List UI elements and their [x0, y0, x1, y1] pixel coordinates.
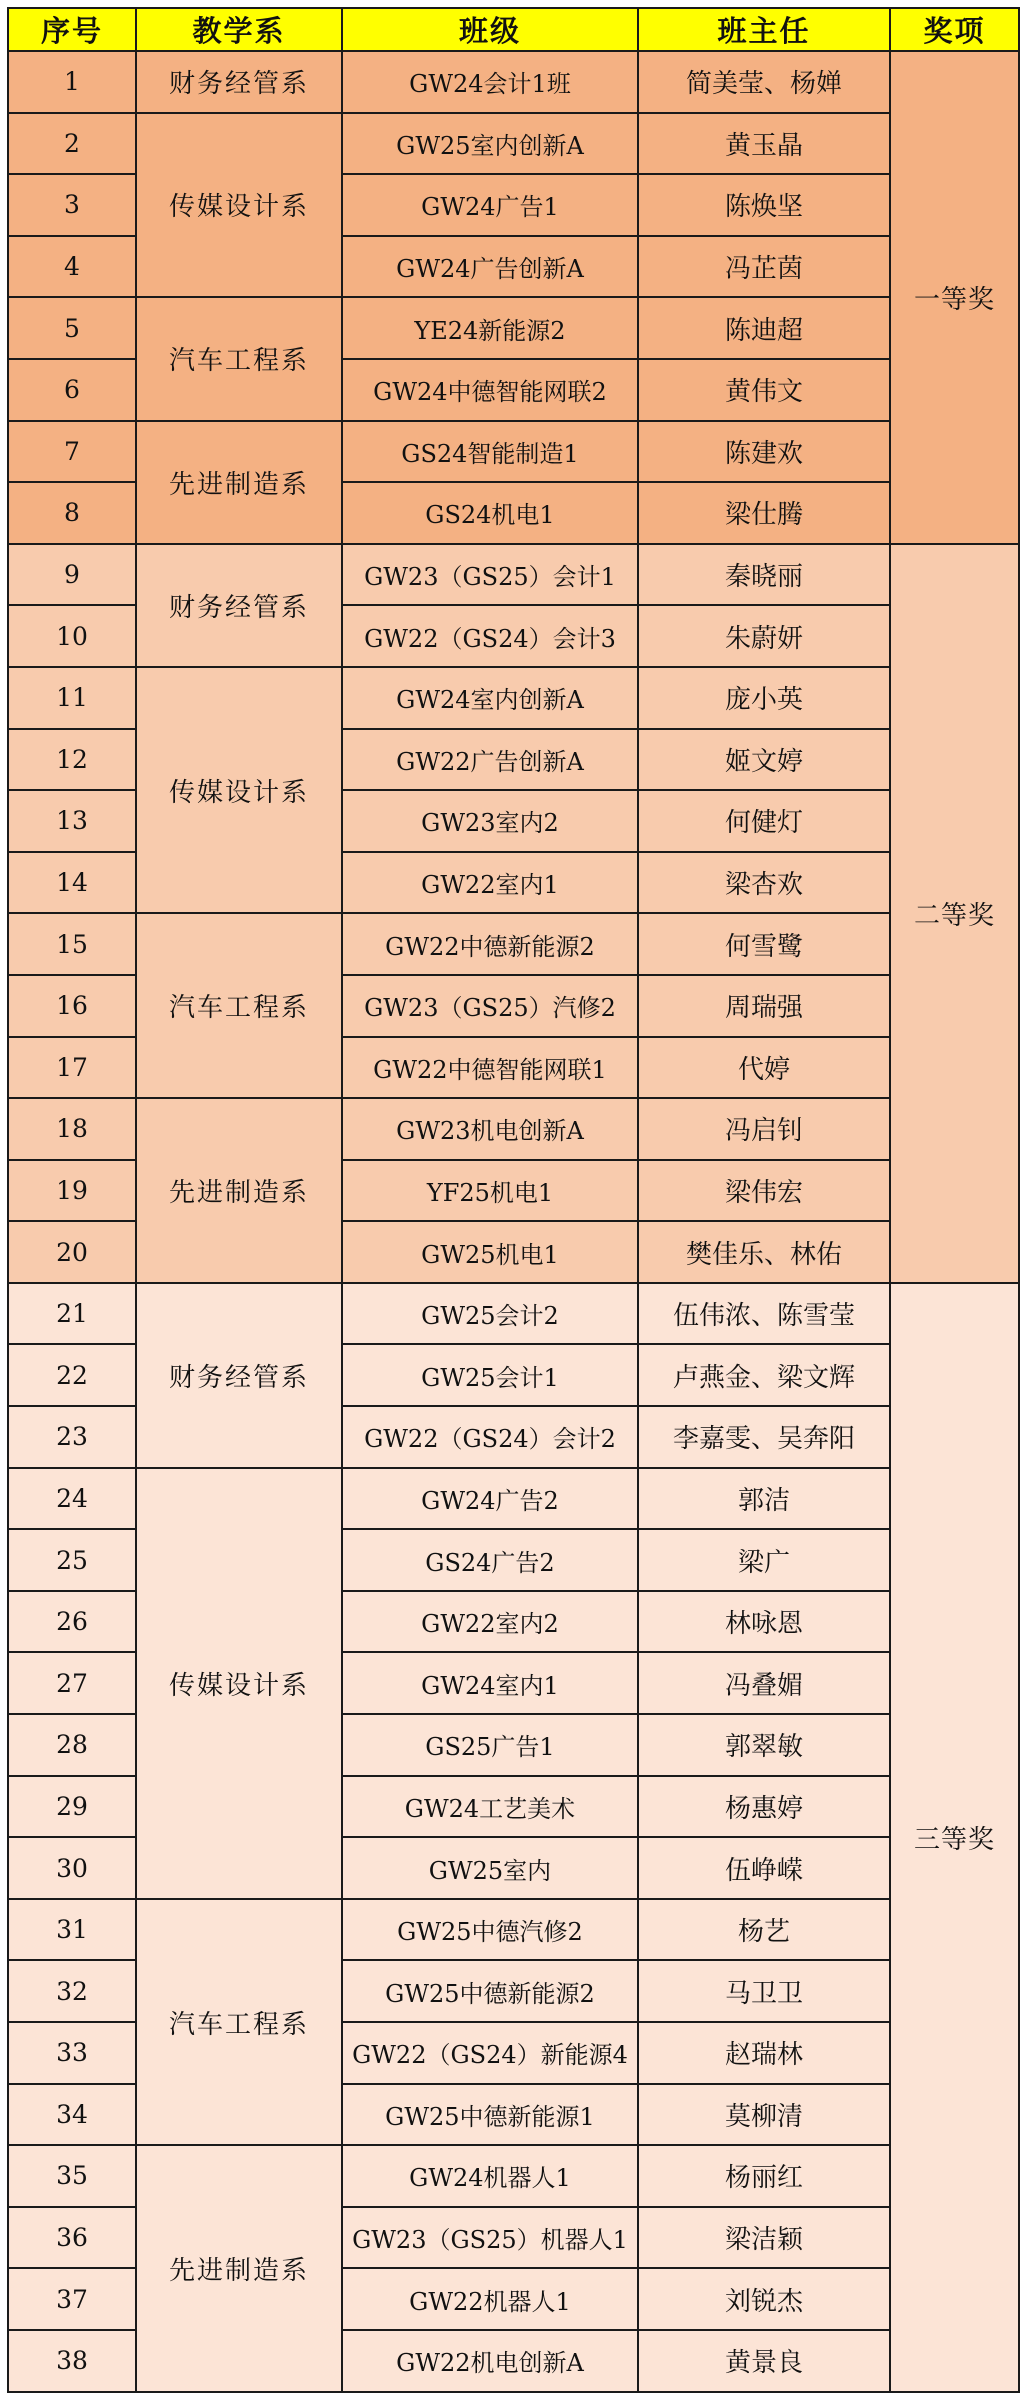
cell-class: GW24中德智能网联2 — [342, 359, 638, 421]
cell-no: 3 — [8, 174, 136, 236]
cell-class: GW24工艺美术 — [342, 1776, 638, 1838]
cell-teacher: 卢燕金、梁文辉 — [638, 1344, 890, 1406]
cell-no: 6 — [8, 359, 136, 421]
cell-teacher: 何健灯 — [638, 790, 890, 852]
cell-dept: 财务经管系 — [136, 544, 342, 667]
cell-teacher: 郭洁 — [638, 1468, 890, 1530]
table-row — [8, 297, 1019, 359]
cell-teacher: 黄伟文 — [638, 359, 890, 421]
cell-class: GW22中德智能网联1 — [342, 1037, 638, 1099]
cell-teacher: 简美莹、杨婵 — [638, 51, 890, 113]
cell-class: GW22室内2 — [342, 1591, 638, 1653]
cell-class: GW25室内创新A — [342, 113, 638, 175]
cell-teacher: 马卫卫 — [638, 1960, 890, 2022]
cell-teacher: 冯叠媚 — [638, 1652, 890, 1714]
award-table — [7, 7, 1020, 2393]
cell-no: 12 — [8, 729, 136, 791]
cell-teacher: 刘锐杰 — [638, 2268, 890, 2330]
cell-no: 28 — [8, 1714, 136, 1776]
cell-dept: 汽车工程系 — [136, 297, 342, 420]
cell-teacher: 梁仕腾 — [638, 482, 890, 544]
cell-dept: 先进制造系 — [136, 2145, 342, 2391]
header-row — [8, 8, 1019, 51]
cell-teacher: 冯芷茵 — [638, 236, 890, 298]
cell-class: GW24室内创新A — [342, 667, 638, 729]
cell-class: GS24广告2 — [342, 1529, 638, 1591]
cell-award: 三等奖 — [890, 1283, 1019, 2392]
cell-class: GW24广告创新A — [342, 236, 638, 298]
cell-award: 二等奖 — [890, 544, 1019, 1283]
cell-no: 31 — [8, 1899, 136, 1961]
cell-no: 37 — [8, 2268, 136, 2330]
cell-teacher: 姬文婷 — [638, 729, 890, 791]
cell-class: GS25广告1 — [342, 1714, 638, 1776]
cell-no: 33 — [8, 2022, 136, 2084]
cell-no: 16 — [8, 975, 136, 1037]
cell-no: 27 — [8, 1652, 136, 1714]
cell-class: GW25会计1 — [342, 1344, 638, 1406]
cell-class: GW24室内1 — [342, 1652, 638, 1714]
header-award: 奖项 — [890, 8, 1019, 51]
cell-no: 1 — [8, 51, 136, 113]
cell-teacher: 周瑞强 — [638, 975, 890, 1037]
cell-teacher: 梁伟宏 — [638, 1160, 890, 1222]
cell-no: 38 — [8, 2330, 136, 2392]
cell-class: GW25会计2 — [342, 1283, 638, 1345]
cell-teacher: 李嘉雯、吴奔阳 — [638, 1406, 890, 1468]
cell-no: 34 — [8, 2084, 136, 2146]
cell-teacher: 赵瑞林 — [638, 2022, 890, 2084]
cell-no: 5 — [8, 297, 136, 359]
table-body — [8, 51, 1019, 2392]
header-no: 序号 — [8, 8, 136, 51]
cell-class: GW23（GS25）机器人1 — [342, 2207, 638, 2269]
header-teacher: 班主任 — [638, 8, 890, 51]
table-row — [8, 667, 1019, 729]
cell-no: 22 — [8, 1344, 136, 1406]
cell-class: GW22机器人1 — [342, 2268, 638, 2330]
cell-teacher: 樊佳乐、林佑 — [638, 1221, 890, 1283]
cell-class: GW22中德新能源2 — [342, 913, 638, 975]
cell-class: GW24广告2 — [342, 1468, 638, 1530]
cell-no: 24 — [8, 1468, 136, 1530]
cell-no: 2 — [8, 113, 136, 175]
cell-no: 14 — [8, 852, 136, 914]
cell-class: GW25中德汽修2 — [342, 1899, 638, 1961]
cell-no: 32 — [8, 1960, 136, 2022]
cell-award: 一等奖 — [890, 51, 1019, 544]
cell-no: 19 — [8, 1160, 136, 1222]
cell-dept: 传媒设计系 — [136, 1468, 342, 1899]
cell-dept: 财务经管系 — [136, 1283, 342, 1468]
cell-no: 9 — [8, 544, 136, 606]
cell-no: 11 — [8, 667, 136, 729]
cell-dept: 汽车工程系 — [136, 1899, 342, 2145]
cell-teacher: 杨丽红 — [638, 2145, 890, 2207]
cell-class: GW22（GS24）新能源4 — [342, 2022, 638, 2084]
cell-teacher: 伍伟浓、陈雪莹 — [638, 1283, 890, 1345]
cell-teacher: 梁杏欢 — [638, 852, 890, 914]
table-row — [8, 913, 1019, 975]
cell-class: GW25中德新能源2 — [342, 1960, 638, 2022]
cell-no: 29 — [8, 1776, 136, 1838]
table-row — [8, 51, 1019, 113]
cell-no: 18 — [8, 1098, 136, 1160]
header-class: 班级 — [342, 8, 638, 51]
cell-dept: 财务经管系 — [136, 51, 342, 113]
table-row — [8, 1899, 1019, 1961]
table-row — [8, 1283, 1019, 1345]
cell-no: 25 — [8, 1529, 136, 1591]
table-row — [8, 1468, 1019, 1530]
cell-class: GW24会计1班 — [342, 51, 638, 113]
cell-no: 26 — [8, 1591, 136, 1653]
cell-no: 4 — [8, 236, 136, 298]
cell-class: GW22（GS24）会计2 — [342, 1406, 638, 1468]
cell-class: GS24智能制造1 — [342, 421, 638, 483]
cell-teacher: 林咏恩 — [638, 1591, 890, 1653]
cell-teacher: 伍峥嵘 — [638, 1837, 890, 1899]
cell-no: 15 — [8, 913, 136, 975]
cell-class: GW25室内 — [342, 1837, 638, 1899]
cell-class: GW23（GS25）会计1 — [342, 544, 638, 606]
cell-no: 10 — [8, 605, 136, 667]
cell-class: YE24新能源2 — [342, 297, 638, 359]
cell-class: GW25中德新能源1 — [342, 2084, 638, 2146]
cell-no: 13 — [8, 790, 136, 852]
cell-no: 7 — [8, 421, 136, 483]
cell-class: GW24广告1 — [342, 174, 638, 236]
cell-no: 36 — [8, 2207, 136, 2269]
cell-teacher: 杨艺 — [638, 1899, 890, 1961]
table-row — [8, 113, 1019, 175]
cell-teacher: 陈迪超 — [638, 297, 890, 359]
cell-teacher: 庞小英 — [638, 667, 890, 729]
cell-class: GW23（GS25）汽修2 — [342, 975, 638, 1037]
cell-teacher: 朱蔚妍 — [638, 605, 890, 667]
cell-teacher: 何雪鹭 — [638, 913, 890, 975]
cell-no: 21 — [8, 1283, 136, 1345]
cell-dept: 先进制造系 — [136, 1098, 342, 1283]
cell-class: GW22室内1 — [342, 852, 638, 914]
cell-no: 17 — [8, 1037, 136, 1099]
cell-no: 8 — [8, 482, 136, 544]
cell-no: 23 — [8, 1406, 136, 1468]
cell-teacher: 梁广 — [638, 1529, 890, 1591]
cell-class: GW23机电创新A — [342, 1098, 638, 1160]
cell-dept: 汽车工程系 — [136, 913, 342, 1098]
cell-teacher: 梁洁颖 — [638, 2207, 890, 2269]
table-row — [8, 421, 1019, 483]
cell-teacher: 陈建欢 — [638, 421, 890, 483]
cell-teacher: 郭翠敏 — [638, 1714, 890, 1776]
table-row — [8, 2145, 1019, 2207]
cell-dept: 先进制造系 — [136, 421, 342, 544]
cell-teacher: 黄玉晶 — [638, 113, 890, 175]
cell-class: GW25机电1 — [342, 1221, 638, 1283]
cell-no: 30 — [8, 1837, 136, 1899]
header-dept: 教学系 — [136, 8, 342, 51]
cell-class: YF25机电1 — [342, 1160, 638, 1222]
cell-teacher: 杨惠婷 — [638, 1776, 890, 1838]
cell-teacher: 陈焕坚 — [638, 174, 890, 236]
table-row — [8, 544, 1019, 606]
cell-class: GW22（GS24）会计3 — [342, 605, 638, 667]
cell-teacher: 代婷 — [638, 1037, 890, 1099]
cell-class: GS24机电1 — [342, 482, 638, 544]
cell-dept: 传媒设计系 — [136, 667, 342, 913]
table-row — [8, 1098, 1019, 1160]
cell-class: GW22机电创新A — [342, 2330, 638, 2392]
cell-class: GW22广告创新A — [342, 729, 638, 791]
cell-teacher: 莫柳清 — [638, 2084, 890, 2146]
cell-no: 20 — [8, 1221, 136, 1283]
cell-teacher: 冯启钊 — [638, 1098, 890, 1160]
cell-dept: 传媒设计系 — [136, 113, 342, 298]
cell-teacher: 秦晓丽 — [638, 544, 890, 606]
cell-no: 35 — [8, 2145, 136, 2207]
cell-class: GW24机器人1 — [342, 2145, 638, 2207]
cell-teacher: 黄景良 — [638, 2330, 890, 2392]
cell-class: GW23室内2 — [342, 790, 638, 852]
